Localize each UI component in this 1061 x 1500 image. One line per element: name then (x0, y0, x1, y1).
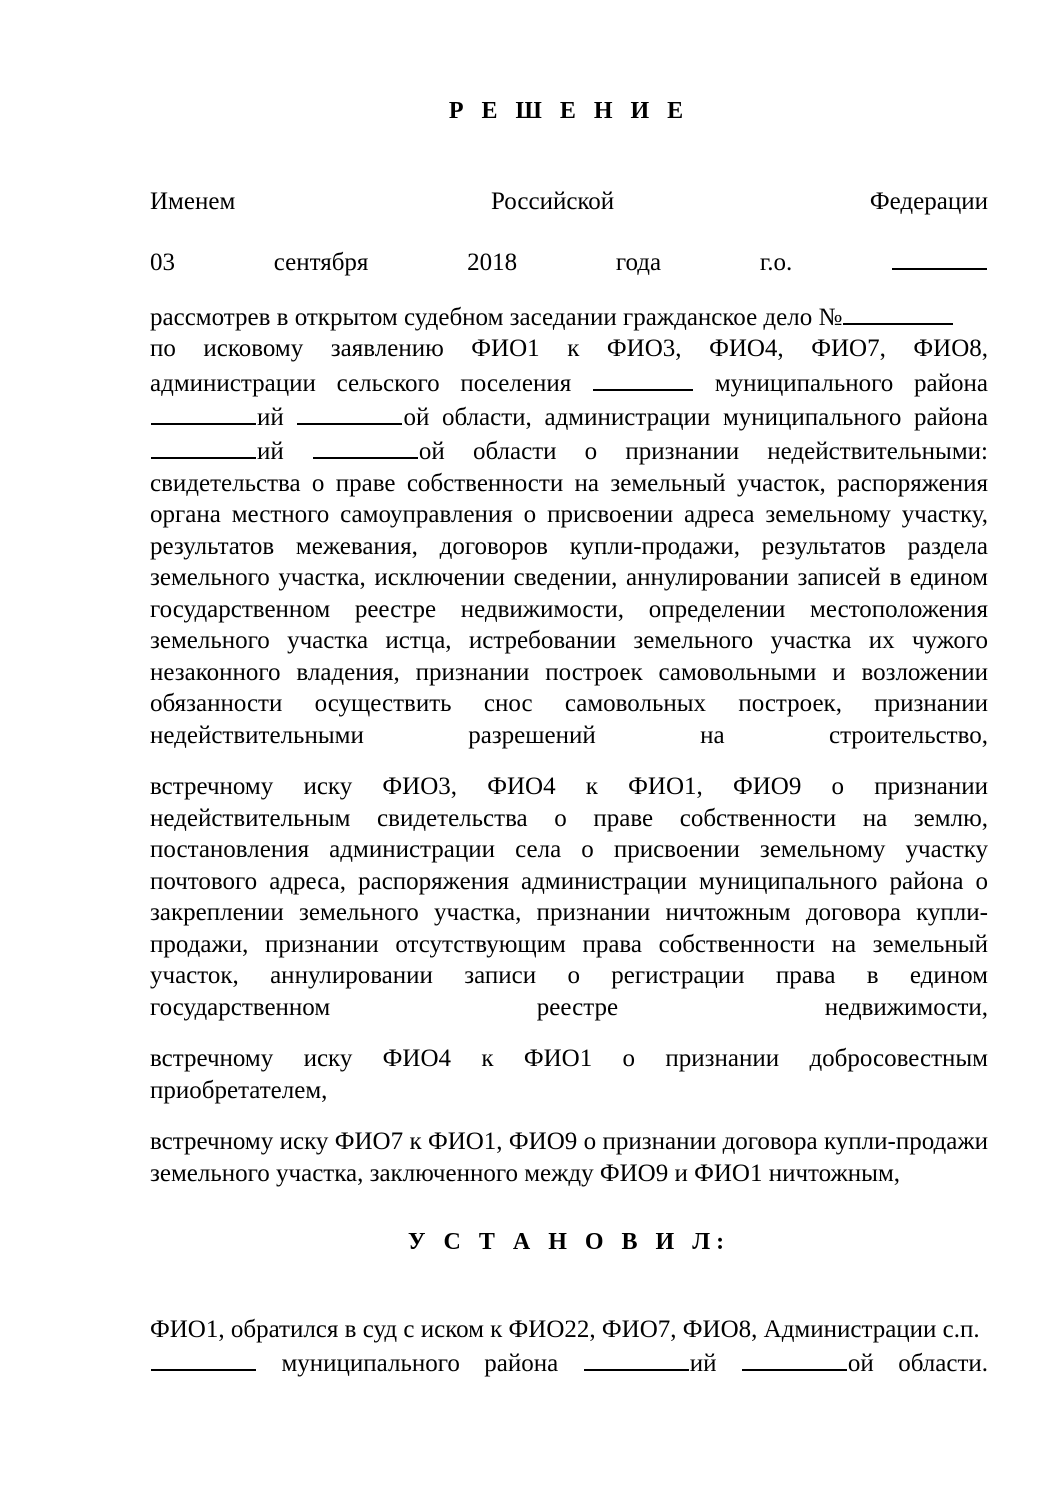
intro-frag-e: ой области о признании недействительными: свидетельства о праве собственности на земельный участок, распоряжения органа местного самоуправления о присвоении адреса земельному участку, результатов межевания, договоров купли-продажи, результатов раздела земельного участка, исключении сведении, аннулировании записей в едином государственном реестре недвижимости, определении местоположения земельного участка истца, истребовании земельного участка их чужого незаконного владения, признании построек самовольными и возложении обязанности осуществить снос самовольных построек, признании недействительными разрешений на строительство, (150, 438, 988, 749)
established-body-line-2 (150, 1345, 988, 1379)
document-content (150, 0, 988, 1379)
header-word-rossiyskoy: Российской (490, 188, 615, 216)
spacer (150, 124, 988, 186)
blank-fill-case-number[interactable] (843, 299, 953, 325)
blank-fill-settlement-2[interactable] (151, 1345, 256, 1371)
date-place-abbr: г.о. (759, 248, 793, 276)
spacer (150, 218, 988, 244)
blank-fill-district-1[interactable] (151, 399, 256, 425)
date-year: 2018 (467, 248, 518, 276)
established-frag-c: ой области. (847, 1349, 989, 1377)
intro-frag-a: муниципального района (714, 369, 988, 397)
intro-frag-c: ой области, администрации муниципального района (403, 403, 988, 431)
header-word-federatsii: Федерации (869, 188, 988, 216)
date-day: 03 (150, 248, 175, 276)
intro-case-number-line (150, 299, 988, 333)
intro-case-number-text: рассмотрев в открытом судебном заседании гражданское дело № (150, 303, 843, 331)
intro-frag-b: ий (257, 403, 284, 431)
blank-fill-region-1[interactable] (297, 399, 402, 425)
date-line (150, 244, 988, 278)
blank-fill-region-3[interactable] (742, 1345, 847, 1371)
counterclaim-paragraph-2: встречному иску ФИО4 к ФИО1 о признании добросовестным приобретателем, (150, 1045, 988, 1104)
header-word-imenem: Именем (150, 188, 236, 216)
spacer (150, 278, 988, 299)
intro-parties-text: по исковому заявлению ФИО1 к ФИО3, ФИО4, ФИО7, ФИО8, администрации сельского поселения (150, 335, 988, 397)
spacer (150, 1256, 988, 1314)
in-the-name-of-line (150, 186, 988, 218)
spacer (150, 1023, 988, 1043)
date-month: сентября (273, 248, 369, 276)
blank-fill-region-2[interactable] (313, 433, 418, 459)
spacer (150, 1106, 988, 1126)
blank-fill-district-2[interactable] (151, 433, 256, 459)
established-frag-a: муниципального района (281, 1349, 559, 1377)
document-title: Р Е Ш Е Н И Е (448, 98, 690, 124)
established-heading: У С Т А Н О В И Л: (407, 1229, 731, 1256)
intro-parties-paragraph (150, 333, 988, 751)
blank-fill-settlement[interactable] (593, 365, 693, 391)
blank-fill-district-3[interactable] (584, 1345, 689, 1371)
spacer (150, 751, 988, 771)
intro-frag-d: ий (257, 438, 284, 466)
established-frag-b: ий (689, 1349, 717, 1377)
blank-fill-place[interactable] (892, 244, 987, 270)
counterclaim-paragraph-3: встречному иску ФИО7 к ФИО1, ФИО9 о признании договора купли-продажи земельного участка, заключенного между ФИО9 и ФИО1 ничтожным, (150, 1128, 988, 1187)
spacer (150, 1189, 988, 1229)
counterclaim-paragraph-1: встречному иску ФИО3, ФИО4 к ФИО1, ФИО9 о признании недействительным свидетельства о праве собственности на землю, постановления администрации села о присвоении земельному участку почтового адреса, распоряжения администрации муниципального района о закреплении земельного участка, признании ничтожным договора купли-продажи, признании отсутствующим права собственности на земельный участок, аннулировании записи о регистрации права в едином государственном реестре недвижимости, (150, 773, 988, 1021)
established-body-line-1: ФИО1, обратился в суд с иском к ФИО22, ФИО7, ФИО8, Администрации с.п. (150, 1315, 980, 1343)
date-year-word: года (615, 248, 662, 276)
